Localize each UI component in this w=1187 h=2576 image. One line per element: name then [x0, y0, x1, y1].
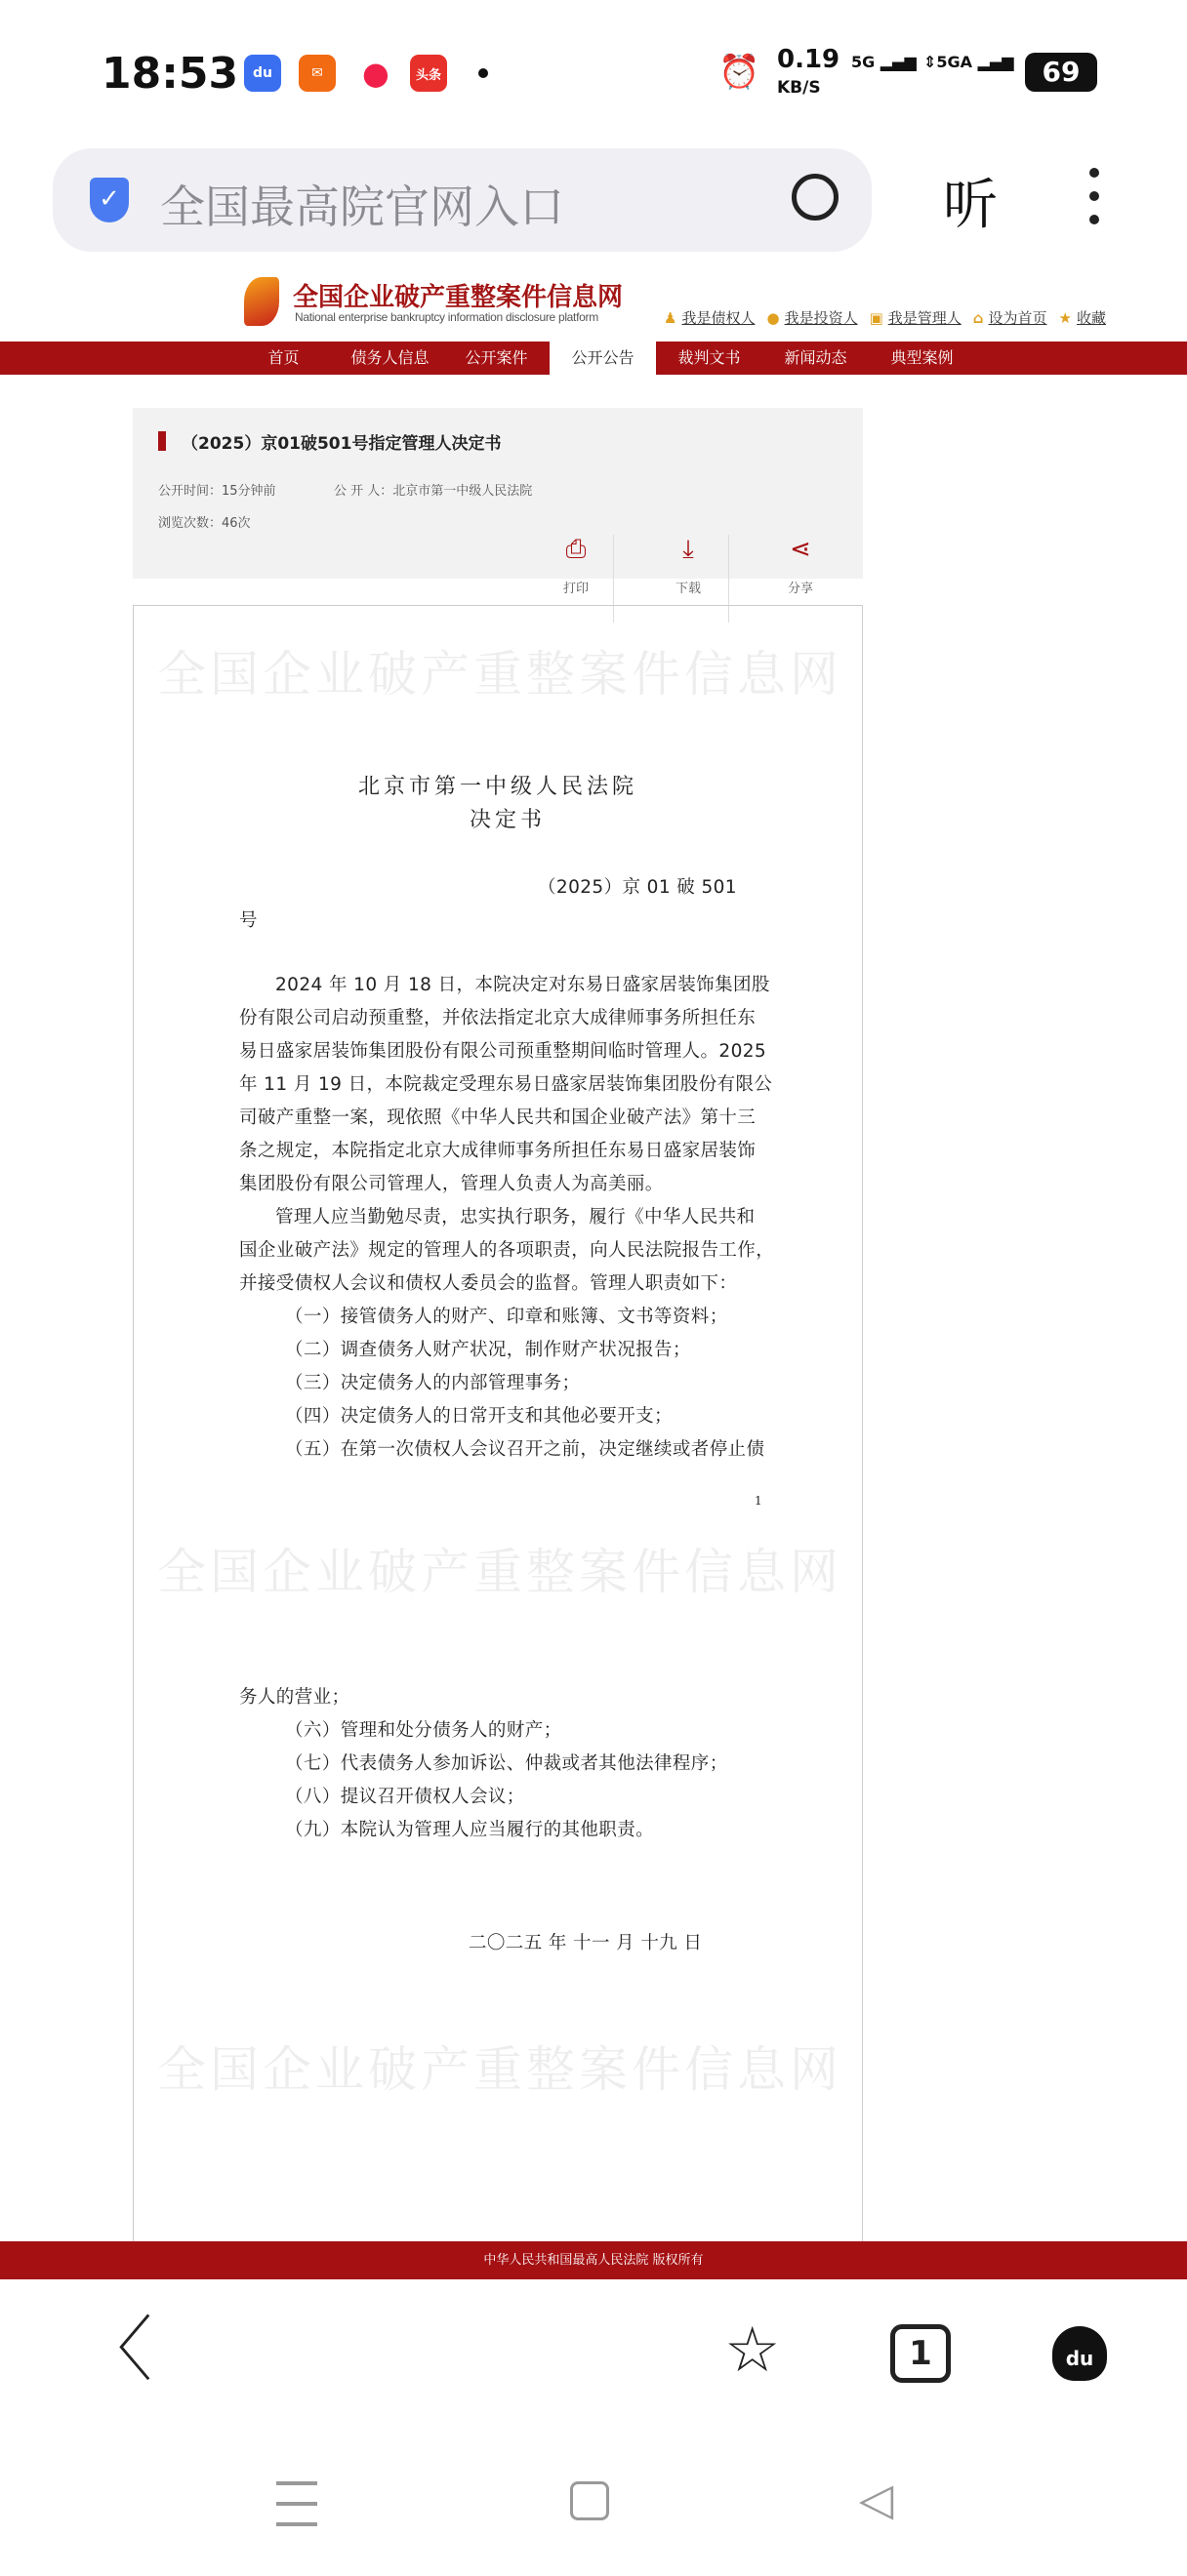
duty-item: （九）本院认为管理人应当履行的其他职责。: [285, 1820, 655, 1840]
address-bar[interactable]: [53, 148, 872, 252]
nav-public-notices[interactable]: 公开公告: [550, 342, 656, 375]
share-icon: ⋖: [790, 535, 811, 564]
printer-icon: ⎙: [565, 535, 587, 564]
label: 分享: [787, 582, 813, 596]
main-nav: [0, 342, 1187, 375]
notice-header: [133, 408, 863, 596]
paragraph-line: 国企业破产法》规定的管理人的各项职责，向人民法院报告工作，: [239, 1240, 775, 1261]
case-number: （2025）京 01 破 501: [538, 877, 737, 898]
notice-title: （2025）京01破501号指定管理人决定书: [182, 434, 502, 454]
toutiao-app-icon: 头条: [410, 55, 447, 92]
duty-item: （五）在第一次债权人会议召开之前，决定继续或者停止债: [285, 1439, 765, 1460]
paragraph-line: 2024 年 10 月 18 日，本院决定对东易日盛家居装饰集团股: [275, 975, 770, 995]
site-title: 全国企业破产重整案件信息网: [293, 283, 624, 312]
decision-date: 二〇二五 年 十一 月 十九 日: [469, 1933, 703, 1953]
baidu-paw-icon[interactable]: du: [1052, 2326, 1107, 2381]
paragraph-line: 司破产重整一案，现依照《中华人民共和国企业破产法》第十三: [239, 1107, 757, 1128]
doc-type: 决定书: [469, 808, 546, 832]
view-count: [158, 512, 251, 531]
paragraph-line: 并接受债权人会议和债权人委员会的监督。管理人职责如下：: [239, 1273, 738, 1294]
label: 浏览次数：: [158, 516, 223, 531]
publisher: [334, 480, 532, 499]
clock: 18:53: [102, 49, 239, 99]
recents-button[interactable]: [276, 2481, 317, 2526]
watermark: 全国企业破产重整案件信息网: [157, 2041, 842, 2098]
back-icon[interactable]: 〈: [82, 2309, 153, 2391]
top-links: [664, 307, 1106, 328]
label: 公开时间：: [158, 484, 223, 499]
battery-indicator: 69: [1025, 53, 1097, 92]
print-button[interactable]: [518, 535, 634, 596]
duty-item: （二）调查债务人财产状况，制作财产状况报告；: [285, 1340, 691, 1360]
nav-public-cases[interactable]: 公开案件: [465, 348, 528, 367]
home-button[interactable]: [570, 2481, 609, 2520]
document-viewer[interactable]: [133, 605, 863, 2241]
paragraph-line: 份有限公司启动预重整，并依法指定北京大成律师事务所担任东: [239, 1008, 757, 1028]
paragraph-line: 务人的营业；: [239, 1687, 350, 1708]
nav-home[interactable]: 首页: [267, 348, 300, 367]
link-favorite[interactable]: [1059, 307, 1106, 328]
net1-label: 5G: [851, 53, 876, 71]
label: 公 开 人：: [334, 484, 393, 499]
net-speed: [777, 47, 839, 101]
site-logo-icon: [244, 277, 279, 326]
publish-time: [158, 480, 276, 499]
system-back-button[interactable]: ◁: [859, 2473, 894, 2525]
duty-item: （八）提议召开债权人会议；: [285, 1787, 525, 1807]
red-envelope-app-icon: ✉: [299, 55, 336, 92]
case-number-tail: 号: [239, 910, 258, 931]
shield-check-icon: ✓: [90, 178, 129, 222]
site-subtitle: National enterprise bankruptcy information disclosure platform: [295, 310, 598, 324]
paragraph-line: 集团股份有限公司管理人，管理人负责人为高美丽。: [239, 1174, 664, 1194]
duty-item: （三）决定债务人的内部管理事务；: [285, 1373, 581, 1393]
search-icon[interactable]: [792, 174, 839, 221]
net2-label: 5GA: [936, 53, 973, 71]
label: 打印: [562, 582, 589, 596]
value: 15分钟前: [222, 484, 276, 499]
manager-icon: ▣: [869, 309, 883, 327]
speed-value: 0.19: [777, 45, 840, 74]
signal-5g: 5G ▂▄▆: [851, 53, 917, 71]
paragraph-line: 易日盛家居装饰集团股份有限公司预重整期间临时管理人。2025: [239, 1041, 767, 1062]
nav-judgments[interactable]: 裁判文书: [677, 348, 741, 367]
home-icon: ⌂: [972, 309, 984, 327]
signal-5ga: ⇕5GA ▂▄▆: [923, 53, 1014, 71]
link-manager[interactable]: [870, 307, 962, 328]
share-button[interactable]: [743, 535, 858, 596]
notification-dot: [478, 68, 488, 78]
link-label: 我是债权人: [681, 309, 756, 327]
star-icon: ★: [1058, 309, 1072, 327]
link-label: 收藏: [1077, 309, 1107, 327]
value: 北京市第一中级人民法院: [392, 484, 533, 499]
more-menu-icon[interactable]: [1089, 168, 1099, 238]
nav-typical-cases[interactable]: 典型案例: [890, 348, 954, 367]
link-label: 我是管理人: [887, 309, 962, 327]
title-marker: [158, 431, 166, 451]
alarm-icon: ⏰: [718, 53, 760, 92]
label: 下载: [675, 582, 701, 596]
court-name: 北京市第一中级人民法院: [357, 775, 637, 799]
status-bar: [0, 45, 1187, 107]
link-investor[interactable]: [766, 307, 857, 328]
video-app-icon: ●: [357, 55, 394, 92]
site-footer: 中华人民共和国最高人民法院 版权所有: [0, 2241, 1187, 2279]
tabs-button[interactable]: 1: [890, 2324, 951, 2383]
duty-item: （六）管理和处分债务人的财产；: [285, 1720, 562, 1741]
nav-news[interactable]: 新闻动态: [784, 348, 847, 367]
baidu-app-icon: du: [244, 55, 281, 92]
duty-item: （四）决定债务人的日常开支和其他必要开支；: [285, 1406, 673, 1427]
paragraph-line: 年 11 月 19 日，本院裁定受理东易日盛家居装饰集团股份有限公: [239, 1074, 773, 1095]
listen-button[interactable]: 听: [943, 174, 998, 237]
watermark: 全国企业破产重整案件信息网: [157, 1544, 842, 1600]
creditor-icon: ♟: [664, 309, 677, 327]
link-creditor[interactable]: [664, 307, 755, 328]
paragraph-line: 管理人应当勤勉尽责，忠实执行职务，履行《中华人民共和: [275, 1207, 756, 1228]
value: 46次: [222, 516, 251, 531]
duty-item: （七）代表债务人参加诉讼、仲裁或者其他法律程序；: [285, 1753, 728, 1774]
link-label: 我是投资人: [784, 309, 858, 327]
search-input[interactable]: 全国最高院官网入口: [160, 181, 564, 233]
bookmark-star-icon[interactable]: ☆: [724, 2314, 781, 2387]
investor-icon: ●: [766, 309, 780, 327]
watermark: 全国企业破产重整案件信息网: [157, 646, 842, 703]
link-set-home[interactable]: [973, 307, 1047, 328]
duty-item: （一）接管债务人的财产、印章和账簿、文书等资料；: [285, 1307, 728, 1327]
link-label: 设为首页: [988, 309, 1047, 327]
paragraph-line: 条之规定，本院指定北京大成律师事务所担任东易日盛家居装饰: [239, 1141, 757, 1161]
download-icon: ⤓: [682, 535, 694, 564]
speed-unit: KB/S: [777, 78, 821, 98]
nav-debtor-info[interactable]: 债务人信息: [350, 348, 430, 367]
page-number: 1: [755, 1494, 762, 1508]
